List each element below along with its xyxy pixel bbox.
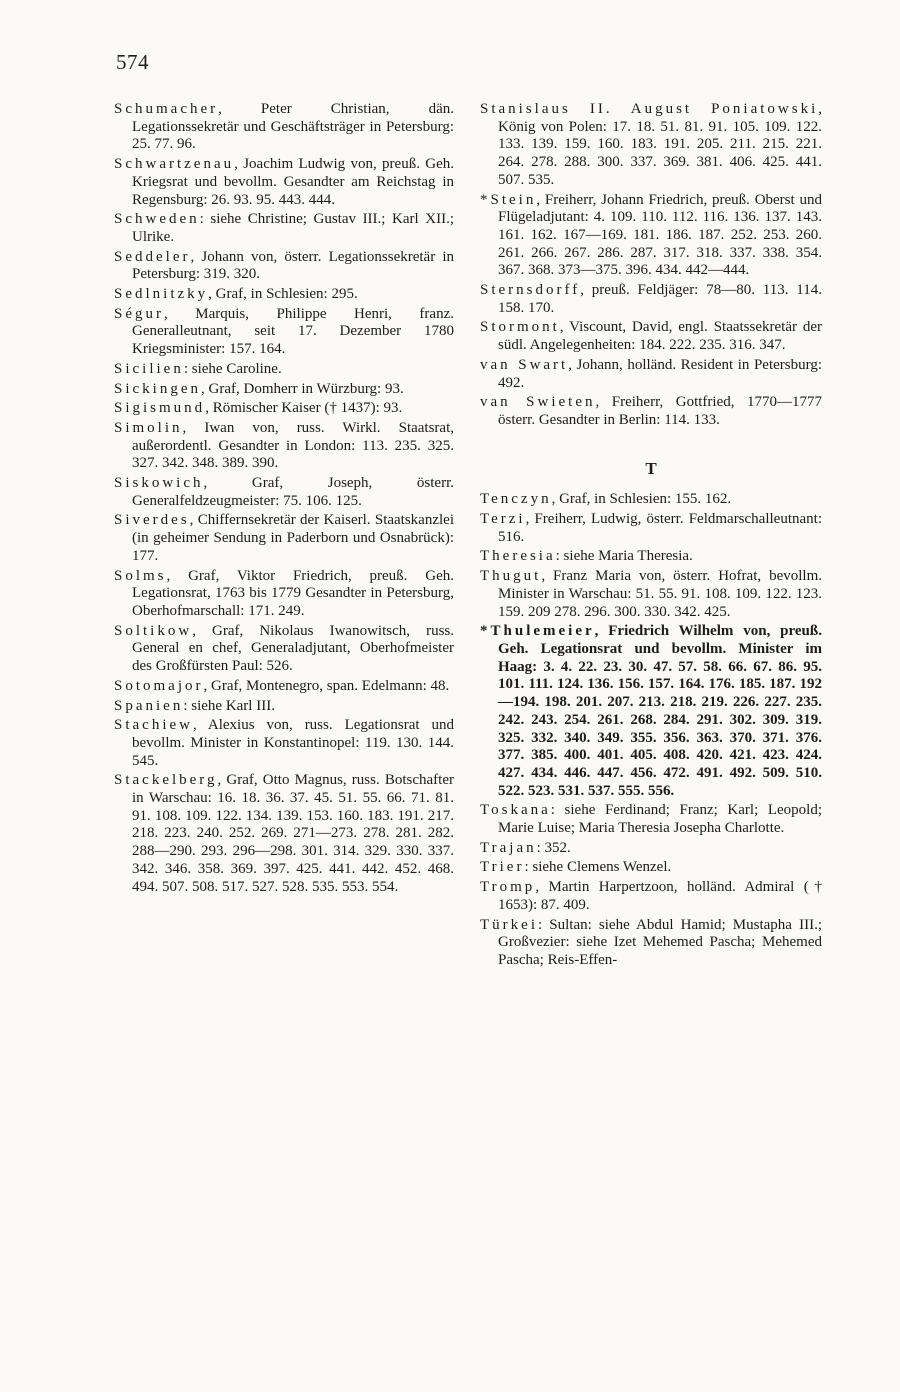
entry-head: Trier xyxy=(480,859,525,876)
index-entry xyxy=(114,420,454,473)
entry-head: Siskowich xyxy=(114,475,204,492)
entry-text: , Friedrich Wilhelm von, preuß. Geh. Legationsrat und bevollm. Minister im Haag: 3. 4. 22. 23. 30. 47. 57. 58. 66. 67. 86. 95. 101. 111. 124. 136. 156. 157. 164. 176. 185. 187. 192—194. 198. 201. 207. 213. 218. 219. 226. 227. 235. 242. 243. 254. 261. 268. 284. 291. 302. 309. 319. 325. 332. 340. 349. 355. 356. 363. 370. 371. 376. 377. 385. 400. 401. 405. 408. 420. 421. 423. 424. 427. 434. 446. 447. 456. 472. 491. 492. 509. 510. 522. 523. 531. 537. 555. 556. xyxy=(498,623,822,799)
index-entry xyxy=(480,394,822,429)
index-entry xyxy=(480,319,822,354)
entry-text: , Johann von, österr. Legationssekretär in Petersburg: 319. 320. xyxy=(132,248,454,283)
entry-text: : siehe Karl III. xyxy=(183,697,275,714)
entry-head: van Swart xyxy=(480,356,569,373)
entry-text: , Graf, Montenegro, span. Edelmann: 48. xyxy=(203,677,450,694)
index-entry xyxy=(480,192,822,281)
entry-head: Sternsdorff xyxy=(480,282,581,299)
entry-text: , Peter Christian, dän. Legationssekretär und Geschäftsträger in Petersburg: 25. 77. 96. xyxy=(132,101,454,153)
entry-head: Spanien xyxy=(114,697,184,714)
index-entry xyxy=(114,249,454,284)
entry-head: Sicilien xyxy=(114,360,184,377)
entry-text: : siehe Christine; Gustav III.; Karl XII.; Ulrike. xyxy=(132,211,454,245)
entry-head: Sedlnitzky xyxy=(114,286,209,303)
index-entry xyxy=(480,357,822,392)
entry-head: Simolin xyxy=(114,419,183,436)
entry-head: Sigismund xyxy=(114,400,206,417)
entry-head: Türkei xyxy=(480,916,538,933)
page-number: 574 xyxy=(116,50,149,74)
index-entry xyxy=(114,678,454,696)
entry-text: , Graf, Nikolaus Iwanowitsch, russ. General en chef, Generaladjutant, Oberhofmeister des Großfürsten Paul: 526. xyxy=(132,622,454,675)
index-entry xyxy=(114,156,454,209)
index-entry xyxy=(480,802,822,837)
index-entry xyxy=(114,698,454,716)
entry-head: *Stein xyxy=(480,191,537,208)
entry-head: Thugut xyxy=(480,568,542,585)
index-entry xyxy=(114,772,454,896)
entry-head: Solms xyxy=(114,567,167,584)
entry-text: , Marquis, Philippe Henri, franz. Generalleutnant, seit 17. Dezember 1780 Kriegsminister: 157. 164. xyxy=(132,305,454,358)
section-letter: T xyxy=(645,458,657,478)
index-entry xyxy=(480,548,822,566)
entry-head: Schwartzenau xyxy=(114,156,235,173)
entry-head: Sotomajor xyxy=(114,677,204,694)
entry-text: , Franz Maria von, österr. Hofrat, bevollm. Minister in Warschau: 51. 55. 91. 108. 109. 122. 123. 159. 209 278. 296. 300. 330. 342. 425. xyxy=(498,568,822,620)
entry-text: , Iwan von, russ. Wirkl. Staatsrat, außerordentl. Gesandter in London: 113. 235. 325. 327. 342. 348. 389. 390. xyxy=(132,419,454,472)
entry-text: , Martin Harpertzoon, holländ. Admiral († 1653): 87. 409. xyxy=(498,879,822,913)
index-entry xyxy=(480,859,822,877)
entry-head: Sickingen xyxy=(114,380,201,397)
entry-text: , preuß. Feldjäger: 78—80. 113. 114. 158. 170. xyxy=(498,282,822,316)
entry-text: , Römischer Kaiser († 1437): 93. xyxy=(205,400,403,417)
entry-text: : Sultan: siehe Abdul Hamid; Mustapha III.; Großvezier: siehe Izet Mehemed Pascha; Mehemed Pascha; Reis-Effen- xyxy=(498,916,822,968)
entry-head: Schumacher xyxy=(114,101,219,117)
index-entry xyxy=(480,840,822,858)
entry-head: Tenczyn xyxy=(480,491,552,508)
index-entry xyxy=(114,623,454,676)
entry-text: , Graf, in Schlesien: 155. 162. xyxy=(551,491,732,508)
index-entry xyxy=(480,101,822,190)
entry-text: : siehe Maria Theresia. xyxy=(555,548,693,565)
entry-head: Tromp xyxy=(480,879,536,896)
index-column-left xyxy=(114,101,454,898)
entry-text: , Freiherr, Gottfried, 1770—1777 österr. Gesandter in Berlin: 114. 133. xyxy=(498,394,822,428)
entry-head: *Thulemeier xyxy=(480,623,595,640)
entry-text: , Graf, Joseph, österr. Generalfeldzeugmeister: 75. 106. 125. xyxy=(132,475,454,509)
index-entry xyxy=(114,512,454,565)
index-entry xyxy=(480,491,822,509)
entry-text: , König von Polen: 17. 18. 51. 81. 91. 105. 109. 122. 133. 139. 159. 160. 183. 191. 205. 211. 215. 221. 264. 278. 288. 300. 337. 369. 381. 406. 425. 441. 507. 535. xyxy=(498,101,822,188)
index-column-right xyxy=(480,101,822,972)
index-entry xyxy=(480,879,822,914)
entry-text: , Graf, Otto Magnus, russ. Botschafter in Warschau: 16. 18. 36. 37. 45. 51. 55. 66. 71. 81. 91. 108. 109. 122. 134. 139. 153. 160. 183. 191. 217. 218. 223. 240. 252. 269. 271—273. 278. 281. 282. 288—290. 293. 296—298. 301. 314. 329. 330. 337. 342. 346. 358. 369. 397. 425. 441. 442. 452. 468. 494. 507. 508. 517. 527. 528. 535. 553. 554. xyxy=(132,772,454,895)
entry-text: , Alexius von, russ. Legationsrat und bevollm. Minister in Konstantinopel: 119. 130. 144. 545. xyxy=(132,717,454,769)
entry-head: Stachiew xyxy=(114,717,193,734)
entry-head: Ségur xyxy=(114,305,164,322)
entry-text: , Graf, Viktor Friedrich, preuß. Geh. Legationsrat, 1763 bis 1779 Gesandter in Petersburg, Oberhofmarschall: 171. 249. xyxy=(132,567,454,619)
entry-head: van Swieten xyxy=(480,394,596,411)
index-entry xyxy=(114,306,454,359)
entry-head: Seddeler xyxy=(114,248,191,265)
entry-text: , Graf, Domherr in Würzburg: 93. xyxy=(201,380,404,397)
entry-head: Schweden xyxy=(114,211,200,228)
index-entry xyxy=(480,282,822,317)
index-entry xyxy=(114,361,454,379)
index-entry xyxy=(480,511,822,546)
index-entry xyxy=(114,286,454,304)
entry-text: : siehe Ferdinand; Franz; Karl; Leopold; Marie Luise; Maria Theresia Josepha Charlotte. xyxy=(498,802,822,837)
entry-text: , Graf, in Schlesien: 295. xyxy=(208,286,358,303)
entry-head: Stormont xyxy=(480,319,560,336)
index-entry xyxy=(114,400,454,418)
index-entry xyxy=(114,717,454,770)
index-entry xyxy=(114,475,454,510)
entry-head: Toskana xyxy=(480,802,551,819)
entry-text: , Freiherr, Ludwig, österr. Feldmarschalleutnant: 516. xyxy=(498,511,822,545)
entry-text: , Viscount, David, engl. Staatssekretär der südl. Angelegenheiten: 184. 222. 235. 316. 347. xyxy=(498,319,822,354)
index-entry xyxy=(114,211,454,246)
index-entry xyxy=(114,568,454,621)
entry-text: : siehe Clemens Wenzel. xyxy=(524,859,672,876)
entry-text: , Johann, holländ. Resident in Petersburg: 492. xyxy=(498,356,822,391)
entry-head: Theresia xyxy=(480,548,556,565)
index-entry xyxy=(114,381,454,399)
entry-head: Stanislaus II. August Poniatowski xyxy=(480,101,819,117)
entry-text: : siehe Caroline. xyxy=(183,360,282,377)
entry-head: Soltikow xyxy=(114,622,193,639)
entry-head: Trajan xyxy=(480,839,537,856)
index-entry xyxy=(480,623,822,800)
entry-text: : 352. xyxy=(536,839,571,856)
entry-head: Stackelberg xyxy=(114,772,218,789)
index-entry xyxy=(480,568,822,621)
entry-head: Terzi xyxy=(480,511,526,528)
index-entry xyxy=(480,917,822,970)
index-entry xyxy=(114,101,454,154)
entry-text: , Freiherr, Johann Friedrich, preuß. Oberst und Flügeladjutant: 4. 109. 110. 112. 116. 136. 137. 143. 161. 162. 167—169. 181. 186. 187. 252. 253. 260. 261. 266. 267. 286. 287. 317. 318. 337. 338. 354. 367. 368. 373—375. 396. 434. 442—444. xyxy=(498,191,822,279)
entry-text: , Chiffernsekretär der Kaiserl. Staatskanzlei (in geheimer Sendung in Paderborn und Osnabrück): 177. xyxy=(132,512,454,564)
entry-text: , Joachim Ludwig von, preuß. Geh. Kriegsrat und bevollm. Gesandter am Reichstag in Regensburg: 26. 93. 95. 443. 444. xyxy=(132,156,454,208)
entry-head: Siverdes xyxy=(114,512,190,529)
